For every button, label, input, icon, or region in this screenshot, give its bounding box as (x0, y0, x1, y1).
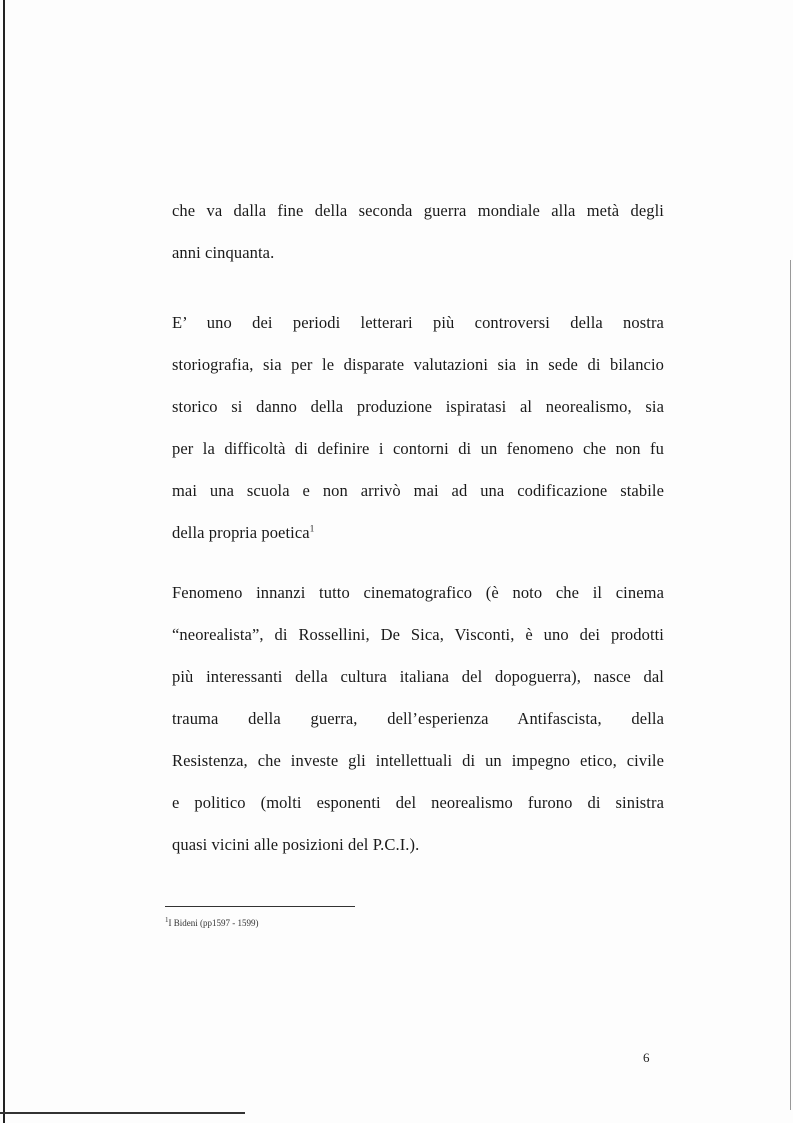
text-line: storiografia, sia per le disparate valutazioni sia in sede di bilancio (172, 355, 664, 374)
footnote-divider (165, 906, 355, 907)
text-line: Fenomeno innanzi tutto cinematografico (è noto che il cinema (172, 583, 664, 602)
paragraph-1 (172, 190, 664, 274)
text-line: della propria poetica (172, 523, 310, 542)
text-line: Resistenza, che investe gli intellettuali di un impegno etico, civile (172, 751, 664, 770)
text-line: quasi vicini alle posizioni del P.C.I.). (172, 835, 420, 854)
scan-right-edge (790, 260, 791, 1110)
text-line-with-footnote (172, 512, 664, 554)
footnote (165, 916, 259, 928)
footnote-reference[interactable]: 1 (309, 523, 315, 534)
page-number: 6 (643, 1050, 650, 1065)
scan-binding-edge (3, 0, 5, 1123)
paragraph-2 (172, 302, 664, 554)
text-line: mai una scuola e non arrivò mai ad una codificazione stabile (172, 481, 664, 500)
text-line: trauma della guerra, dell’esperienza Antifascista, della (172, 709, 664, 728)
scan-bottom-edge (0, 1112, 245, 1114)
text-line: E’ uno dei periodi letterari più controversi della nostra (172, 313, 664, 332)
text-line: anni cinquanta. (172, 243, 275, 262)
footnote-mark: 1 (165, 916, 169, 924)
paragraph-3 (172, 572, 664, 866)
text-line: per la difficoltà di definire i contorni di un fenomeno che non fu (172, 439, 664, 458)
text-line: che va dalla fine della seconda guerra mondiale alla metà degli (172, 201, 664, 220)
footnote-text: I Bideni (pp1597 - 1599) (168, 918, 259, 928)
text-line: più interessanti della cultura italiana del dopoguerra), nasce dal (172, 667, 664, 686)
text-line: storico si danno della produzione ispiratasi al neorealismo, sia (172, 397, 664, 416)
text-line: e politico (molti esponenti del neorealismo furono di sinistra (172, 793, 664, 812)
text-line: “neorealista”, di Rossellini, De Sica, Visconti, è uno dei prodotti (172, 625, 664, 644)
